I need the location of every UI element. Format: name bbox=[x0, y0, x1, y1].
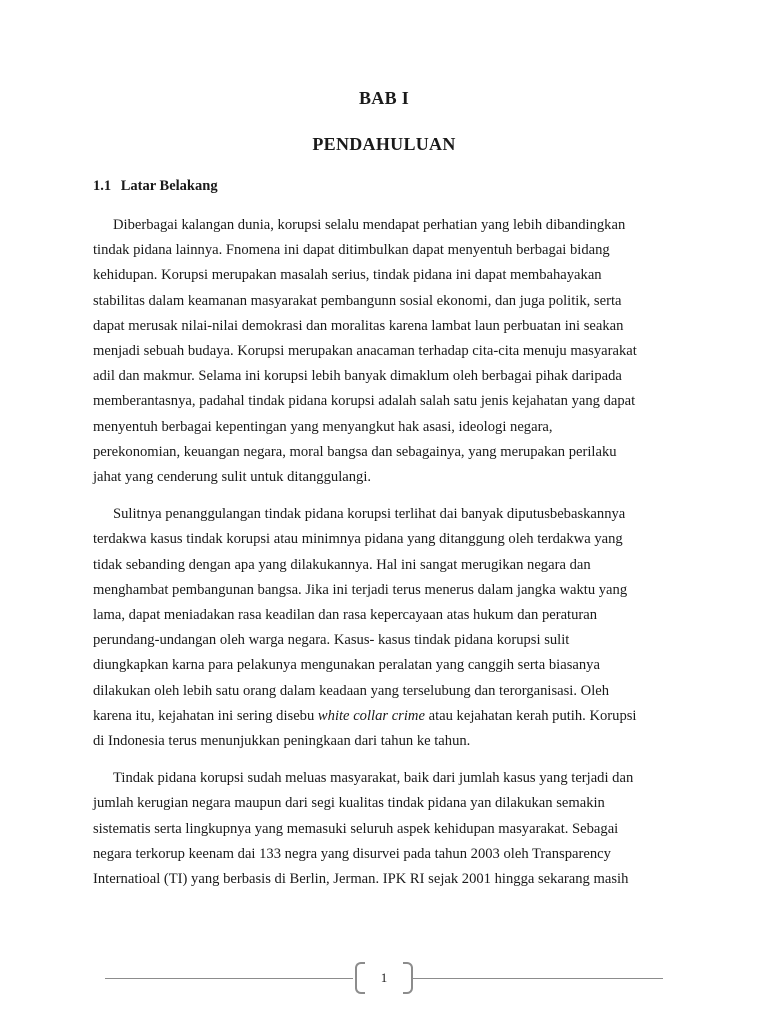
page-number: 1 bbox=[380, 970, 388, 985]
text-line: memberantasnya, padahal tindak pidana korupsi adalah salah satu jenis kejahatan yang dapat bbox=[93, 393, 636, 410]
text-line: jumlah kerugian negara maupun dari segi kualitas tindak pidana yan dilakukan semakin bbox=[93, 795, 605, 812]
paragraph-3 bbox=[93, 766, 673, 892]
text-line: dapat merusak nilai-nilai demokrasi dan moralitas karena lambat laun perbuatan ini seakan bbox=[93, 317, 624, 334]
body-text bbox=[93, 213, 673, 904]
text-line-with-italic bbox=[93, 704, 673, 729]
text-line: dilakukan oleh lebih satu orang dalam keadaan yang terselubung dan terorganisasi. Oleh bbox=[93, 682, 610, 699]
text-line: negara terkorup keenam dai 133 negra yang disurvei pada tahun 2003 oleh Transparency bbox=[93, 845, 611, 862]
text-line: terdakwa kasus tindak korupsi atau minimnya pidana yang ditanggung oleh terdakwa yang bbox=[93, 531, 623, 548]
text-line: Internatioal (TI) yang berbasis di Berlin, Jerman. IPK RI sejak 2001 hingga sekarang masih bbox=[93, 871, 629, 888]
text-line: di Indonesia terus menunjukkan peningkaan dari tahun ke tahun. bbox=[93, 733, 471, 750]
footer-divider-right bbox=[413, 978, 663, 979]
chapter-number: BAB I bbox=[358, 88, 409, 108]
text-line: perekonomian, keuangan negara, moral bangsa dan sebagainya, yang merupakan perilaku bbox=[93, 443, 617, 460]
right-brace-icon bbox=[403, 962, 413, 994]
chapter-title: PENDAHULUAN bbox=[312, 134, 456, 154]
text-line: Tindak pidana korupsi sudah meluas masyarakat, baik dari jumlah kasus yang terjadi dan bbox=[113, 770, 634, 787]
text-line: tidak sebanding dengan apa yang dilakukannya. Hal ini sangat merugikan negara dan bbox=[93, 556, 591, 573]
text-line: kehidupan. Korupsi merupakan masalah serius, tindak pidana ini dapat membahayakan bbox=[93, 267, 602, 284]
text-line: menghambat pembangunan bangsa. Jika ini terjadi terus menerus dalam jangka waktu yang bbox=[93, 581, 628, 598]
text-line: menyentuh berbagai kepentingan yang menyangkut hak asasi, ideologi negara, bbox=[93, 418, 553, 435]
text-line: adil dan makmur. Selama ini korupsi lebih banyak dimaklum oleh berbagai pihak daripada bbox=[93, 368, 622, 385]
italic-term: white collar crime bbox=[317, 707, 425, 724]
paragraph-1 bbox=[93, 213, 673, 490]
text-line: tindak pidana lainnya. Fnomena ini dapat ditimbulkan dapat menyentuh berbagai bidang bbox=[93, 242, 610, 259]
text-segment: karena itu, kejahatan ini sering disebu bbox=[93, 707, 318, 724]
text-line: stabilitas dalam keamanan masyarakat pembangunn sosial ekonomi, dan juga politik, serta bbox=[93, 292, 622, 309]
text-line: diungkapkan karna para pelakunya mengunakan peralatan yang canggih serta biasanya bbox=[93, 657, 600, 674]
text-line: jahat yang cenderung sulit untuk ditanggulangi. bbox=[93, 469, 372, 486]
section-heading bbox=[93, 178, 218, 195]
text-line: menjadi sebuah budaya. Korupsi merupakan anacaman terhadap cita-cita menuju masyarakat bbox=[93, 343, 637, 360]
footer-divider-left bbox=[105, 978, 353, 979]
section-title: Latar Belakang bbox=[120, 178, 218, 194]
text-line: Sulitnya penanggulangan tindak pidana korupsi terlihat dai banyak diputusbebaskannya bbox=[113, 506, 626, 523]
text-segment: atau kejahatan kerah putih. Korupsi bbox=[424, 707, 637, 724]
paragraph-2 bbox=[93, 502, 673, 754]
text-line: sistematis serta lingkupnya yang memasuki seluruh aspek kehidupan masyarakat. Sebagai bbox=[93, 820, 619, 837]
text-line: perundang-undangan oleh warga negara. Kasus- kasus tindak pidana korupsi sulit bbox=[93, 632, 570, 649]
text-line: Diberbagai kalangan dunia, korupsi selalu mendapat perhatian yang lebih dibandingkan bbox=[113, 217, 626, 233]
text-line: lama, dapat meniadakan rasa keadilan dan rasa kepercayaan atas hukum dan peraturan bbox=[93, 607, 598, 624]
section-number: 1.1 bbox=[93, 178, 112, 194]
